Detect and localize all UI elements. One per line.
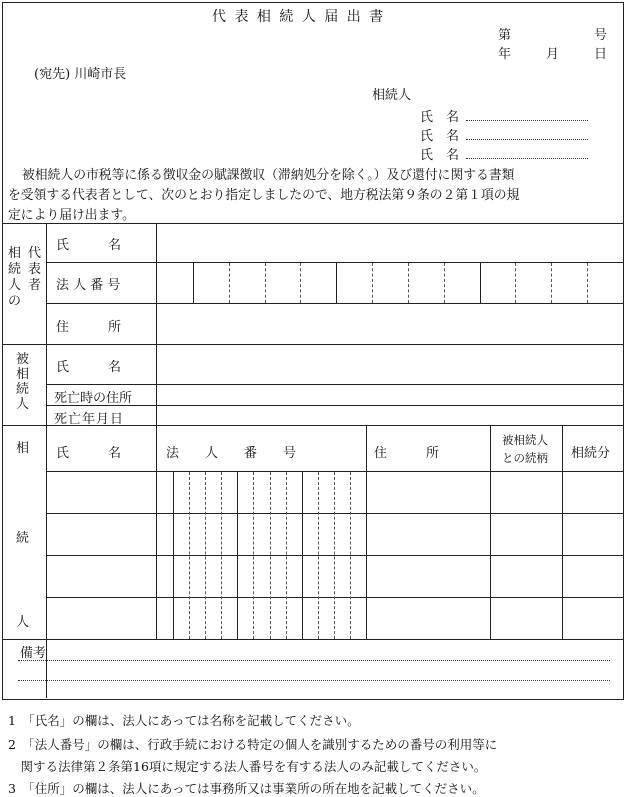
section-border	[2, 425, 624, 426]
note-2: 2 「法人番号」の欄は、行政手続における特定の個人を識別するための番号の利用等に	[8, 737, 498, 752]
section-border	[2, 639, 624, 640]
heir-corp-no-divider	[221, 472, 222, 639]
section-border	[2, 344, 624, 345]
rep-name-field[interactable]	[157, 224, 623, 262]
deceased-label: 被 相 続 人	[16, 352, 30, 412]
row-border	[46, 405, 624, 406]
remarks-line-2[interactable]	[18, 680, 610, 681]
col-relation-header-1: 被相続人	[502, 433, 548, 447]
heirs-col-char-3: 人	[16, 615, 30, 630]
heir-corp-no-divider	[302, 472, 303, 639]
note-1: 1 「氏名」の欄は、法人にあっては名称を記載してください。	[8, 713, 360, 728]
rep-label-col1: 相 続 人 の	[8, 246, 22, 309]
heir-corp-no-divider	[350, 472, 351, 639]
rep-corp-no-divider	[372, 263, 373, 303]
note-2-cont: 関する法律第２条第16項に規定する法人番号を有する法人のみ記載してください。	[8, 759, 487, 774]
col-border	[490, 425, 491, 639]
col-corp-no-header: 法 人 番 号	[166, 446, 297, 461]
rep-corp-no-divider	[408, 263, 409, 303]
col-border	[562, 425, 563, 639]
col-relation-header-2: との続柄	[502, 451, 548, 465]
rep-corp-no-divider	[265, 263, 266, 303]
rep-corp-no-divider	[300, 263, 301, 303]
rep-name-label: 氏 名	[56, 238, 122, 253]
heir-corp-no-divider	[253, 472, 254, 639]
rep-corp-no-divider	[551, 263, 552, 303]
rep-label-col2: 代 表 者	[28, 246, 42, 293]
form-title: 代 表 相 続 人 届 出 書	[212, 9, 386, 25]
deceased-name-label: 氏 名	[56, 360, 122, 375]
heir-corp-no-divider	[173, 472, 174, 639]
heir-corp-no-divider	[334, 472, 335, 639]
heir-corp-no-divider	[237, 472, 238, 639]
addressee: (宛先) 川崎市長	[34, 67, 127, 82]
rep-corp-no-divider	[193, 263, 194, 303]
heir-corp-no-divider	[270, 472, 271, 639]
month-label: 月	[546, 47, 560, 62]
rep-corp-no-label: 法 人 番 号	[56, 278, 121, 293]
heir-corp-no-divider	[205, 472, 206, 639]
body-text-line-2: を受領する代表者として、次のとおり指定しましたので、地方税法第９条の２第１項の規	[8, 188, 520, 203]
heirs-col-char-1: 相	[16, 441, 30, 456]
rep-corp-no-divider	[229, 263, 230, 303]
col-border	[366, 425, 367, 639]
label-column-border	[46, 223, 47, 698]
rep-corp-no-divider	[515, 263, 516, 303]
heir-name-label-3: 氏 名	[420, 148, 460, 163]
rep-address-label: 住 所	[56, 320, 122, 335]
year-label: 年	[498, 47, 512, 62]
col-address-header: 住 所	[374, 446, 440, 461]
number-suffix: 号	[594, 28, 608, 43]
day-label: 日	[594, 47, 608, 62]
remarks-label: 備考	[20, 646, 47, 661]
body-text-line-1: 被相続人の市税等に係る徴収金の賦課徴収（滞納処分を除く。）及び還付に関する書類	[22, 168, 515, 183]
body-text-line-3: 定により届け出ます。	[8, 208, 135, 223]
remarks-line-1[interactable]	[18, 660, 610, 661]
rep-corp-no-divider	[336, 263, 337, 303]
heir-name-field-2[interactable]	[466, 139, 588, 140]
row-border	[46, 384, 624, 385]
rep-corp-no-divider	[480, 263, 481, 303]
col-name-header: 氏 名	[56, 446, 122, 461]
deceased-address-label: 死亡時の住所	[54, 391, 133, 406]
rep-address-field[interactable]	[157, 304, 623, 344]
note-3: 3 「住所」の欄は、法人にあっては事務所又は事業所の所在地を記載してください。	[8, 781, 485, 796]
rep-corp-no-field[interactable]	[157, 263, 623, 303]
heirs-col-char-2: 続	[16, 531, 30, 546]
rep-corp-no-divider	[587, 263, 588, 303]
deceased-date-label: 死亡年月日	[54, 412, 125, 427]
number-prefix: 第	[498, 28, 512, 43]
heir-corp-no-divider	[286, 472, 287, 639]
heirs-corp-no-grid[interactable]	[157, 472, 366, 639]
heirs-label: 相続人	[372, 88, 412, 103]
heir-corp-no-divider	[318, 472, 319, 639]
heir-corp-no-divider	[189, 472, 190, 639]
heir-name-field-1[interactable]	[466, 120, 588, 121]
col-share-header: 相続分	[571, 446, 611, 461]
heir-name-label-1: 氏 名	[420, 110, 460, 125]
heir-name-field-3[interactable]	[466, 158, 588, 159]
rep-corp-no-divider	[444, 263, 445, 303]
heir-name-label-2: 氏 名	[420, 129, 460, 144]
